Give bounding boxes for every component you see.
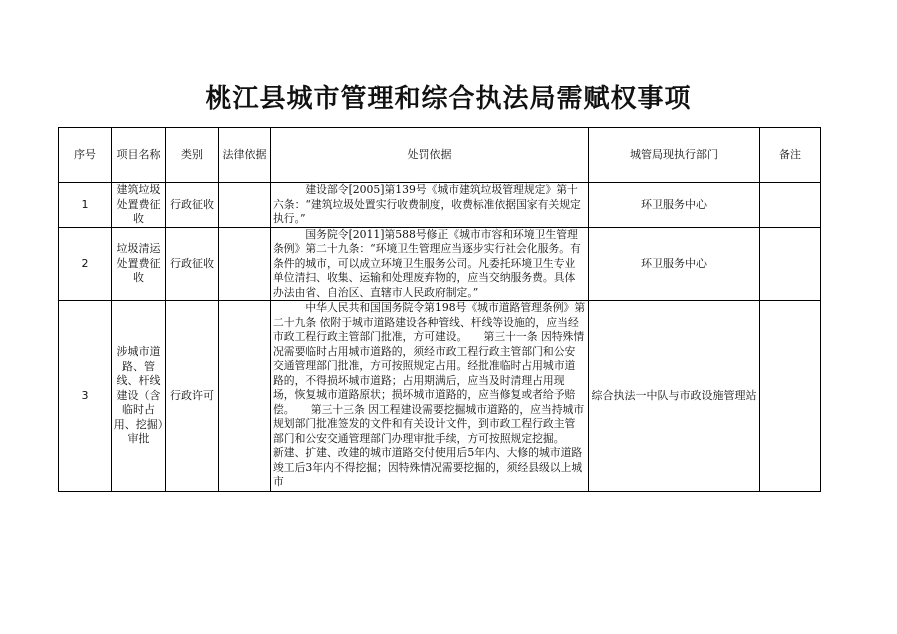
header-name: 项目名称 bbox=[112, 128, 166, 183]
cell-basis bbox=[271, 301, 589, 492]
cell-law bbox=[219, 301, 271, 492]
cell-law bbox=[219, 183, 271, 228]
cell-remark bbox=[760, 183, 821, 228]
cell-category: 行政征收 bbox=[166, 183, 219, 228]
cell-basis-text: 中华人民共和国国务院令第198号《城市道路管理条例》第二十九条 依附于城市道路建设各种管线、杆线等设施的，应当经市政工程行政主管部门批准，方可建设。 第三十一条 因特殊情况需要临时占用城市道路的，须经市政工程行政主管部门和公安交通管理部门批准，方可按照规定占用。经批准临时占用城市道路的，不得损坏城市道路；占用期满后，应当及时清理占用现场，恢复城市道路原状；损坏城市道路的，应当修复或者给予赔偿。 第三十三条 因工程建设需要挖掘城市道路的，应当持城市规划部门批准签发的文件和有关设计文件，到市政工程行政主管部门和公安交通管理部门办理审批手续，方可按照规定挖掘。 新建、扩建、改建的城市道路交付使用后5年内、大修的城市道路竣工后3年内不得挖掘；因特殊情况需要挖掘的，须经县级以上城市 bbox=[273, 301, 586, 488]
cell-seq: 3 bbox=[59, 301, 112, 492]
page-title: 桃江县城市管理和综合执法局需赋权事项 bbox=[205, 84, 692, 114]
cell-name: 建筑垃圾处置费征收 bbox=[112, 183, 166, 228]
header-remark: 备注 bbox=[760, 128, 821, 183]
cell-basis: 建设部令[2005]第139号《城市建筑垃圾管理规定》第十六条：“建筑垃圾处置实行收费制度，收费标准依据国家有关规定执行。” bbox=[271, 183, 589, 228]
header-basis: 处罚依据 bbox=[271, 128, 589, 183]
header-category: 类别 bbox=[166, 128, 219, 183]
table-row bbox=[59, 301, 821, 492]
cell-remark bbox=[760, 301, 821, 492]
cell-category: 行政征收 bbox=[166, 227, 219, 301]
cell-name: 涉城市道路、管线、杆线建设（含临时占用、挖掘）审批 bbox=[112, 301, 166, 492]
cell-dept: 环卫服务中心 bbox=[589, 183, 760, 228]
cell-name: 垃圾清运处置费征收 bbox=[112, 227, 166, 301]
cell-category: 行政许可 bbox=[166, 301, 219, 492]
cell-law bbox=[219, 227, 271, 301]
table-row bbox=[59, 227, 821, 301]
authorization-table bbox=[58, 127, 821, 492]
cell-remark bbox=[760, 227, 821, 301]
header-row bbox=[59, 128, 821, 183]
header-dept: 城管局现执行部门 bbox=[589, 128, 760, 183]
cell-basis: 国务院令[2011]第588号修正《城市市容和环境卫生管理条例》第二十九条：“环境卫生管理应当逐步实行社会化服务。有条件的城市，可以成立环境卫生服务公司。凡委托环境卫生专业单位清扫、收集、运输和处理废弃物的，应当交纳服务费。具体办法由省、自治区、直辖市人民政府制定。” bbox=[271, 227, 589, 301]
cell-seq: 2 bbox=[59, 227, 112, 301]
cell-dept: 环卫服务中心 bbox=[589, 227, 760, 301]
cell-seq: 1 bbox=[59, 183, 112, 228]
table-row bbox=[59, 183, 821, 228]
header-law: 法律依据 bbox=[219, 128, 271, 183]
cell-dept: 综合执法一中队与市政设施管理站 bbox=[589, 301, 760, 492]
header-seq: 序号 bbox=[59, 128, 112, 183]
